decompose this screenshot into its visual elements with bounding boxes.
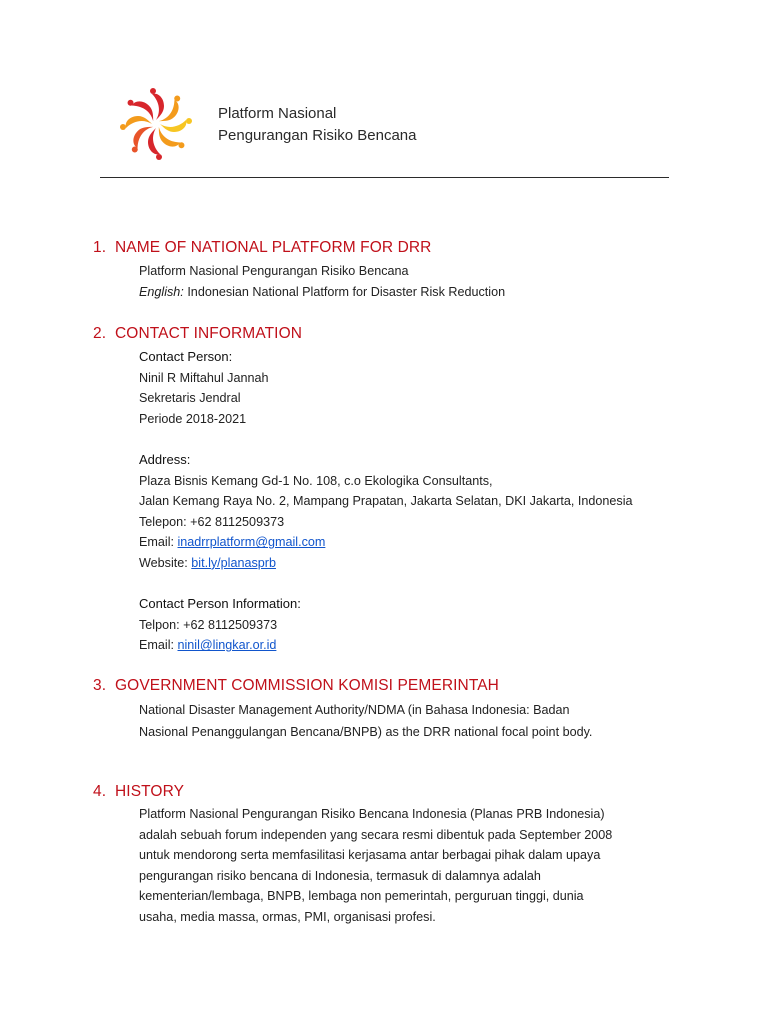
section-4-title: HISTORY: [115, 783, 185, 800]
platform-name-english: English: Indonesian National Platform for Disaster Risk Reduction: [139, 284, 506, 299]
section-2-title: CONTACT INFORMATION: [115, 325, 303, 342]
platform-name-native: Platform Nasional Pengurangan Risiko Bencana: [139, 264, 409, 278]
section-1-number: 1.: [93, 239, 107, 256]
email-link[interactable]: inadrrplatform@gmail.com: [177, 535, 326, 550]
contact-email-link[interactable]: ninil@lingkar.or.id: [177, 638, 277, 653]
history-line-1: Platform Nasional Pengurangan Risiko Bencana Indonesia (Planas PRB Indonesia): [139, 807, 605, 821]
section-3-line-1: National Disaster Management Authority/NDMA (in Bahasa Indonesia: Badan: [139, 703, 570, 717]
section-1-body: [139, 261, 505, 302]
section-2-heading: [93, 325, 302, 343]
email-row: Email: inadrrplatform@gmail.com: [139, 535, 326, 550]
section-4-body: [139, 804, 612, 928]
address-line-1: Plaza Bisnis Kemang Gd-1 No. 108, c.o Ekologika Consultants,: [139, 473, 493, 488]
section-3-heading: [93, 677, 499, 695]
section-4-number: 4.: [93, 783, 107, 800]
section-4-heading: [93, 783, 184, 801]
section-1-heading: [93, 239, 431, 257]
address-phone: Telepon: +62 8112509373: [139, 514, 285, 529]
history-line-2: adalah sebuah forum independen yang secara resmi dibentuk pada September 2008: [139, 827, 613, 842]
contact-person-role: Sekretaris Jendral: [139, 391, 241, 406]
section-2-body: [139, 347, 633, 656]
org-name: [218, 103, 416, 147]
website-row: Website: bit.ly/planasprb: [139, 555, 276, 570]
section-2-number: 2.: [93, 325, 107, 342]
contact-person-name: Ninil R Miftahul Jannah: [139, 370, 269, 385]
org-name-line1: Platform Nasional: [218, 105, 337, 122]
planas-prb-logo: [116, 84, 196, 164]
section-3-line-2: Nasional Penanggulangan Bencana/BNPB) as the DRR national focal point body.: [139, 725, 593, 739]
contact-info-heading: Contact Person Information:: [139, 596, 301, 612]
history-line-4: pengurangan risiko bencana di Indonesia, termasuk di dalamnya adalah: [139, 868, 541, 883]
history-line-6: usaha, media massa, ormas, PMI, organisasi profesi.: [139, 909, 436, 924]
address-line-2: Jalan Kemang Raya No. 2, Mampang Prapatan, Jakarta Selatan, DKI Jakarta, Indonesia: [139, 494, 633, 509]
header-divider: [100, 177, 669, 178]
history-line-3: untuk mendorong serta memfasilitasi kerjasama antar berbagai pihak dalam upaya: [139, 848, 601, 863]
contact-email-row: Email: ninil@lingkar.or.id: [139, 638, 277, 653]
section-3-body: [139, 699, 592, 743]
contact-person-period: Periode 2018-2021: [139, 411, 247, 426]
section-3-title: GOVERNMENT COMMISSION KOMISI PEMERINTAH: [115, 677, 499, 694]
contact-person-heading: Contact Person:: [139, 349, 233, 364]
website-link[interactable]: bit.ly/planasprb: [191, 555, 276, 570]
contact-phone: Telpon: +62 8112509373: [139, 617, 278, 632]
address-heading: Address:: [139, 451, 191, 467]
history-line-5: kementerian/lembaga, BNPB, lembaga non pemerintah, perguruan tinggi, dunia: [139, 889, 584, 904]
org-name-line2: Pengurangan Risiko Bencana: [218, 127, 417, 144]
section-3-number: 3.: [93, 677, 107, 694]
section-1-title: NAME OF NATIONAL PLATFORM FOR DRR: [115, 239, 432, 256]
